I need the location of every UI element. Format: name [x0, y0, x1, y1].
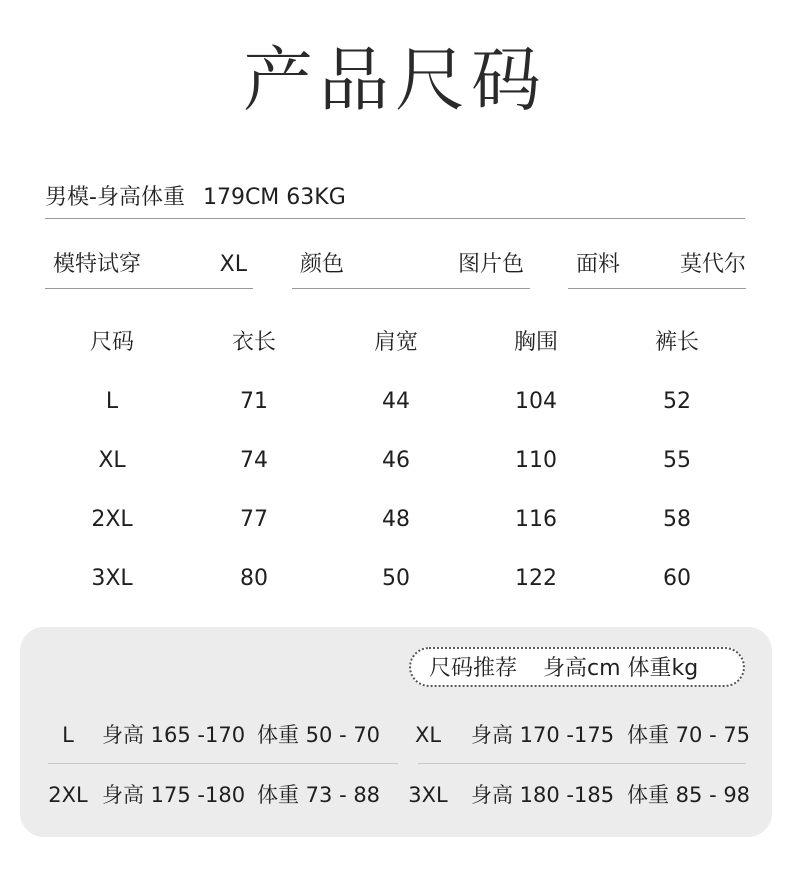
model-value: 179CM 63KG — [202, 185, 346, 210]
attr-label: 颜色 — [300, 252, 345, 277]
header-shoulder: 肩宽 — [373, 330, 418, 355]
attr-label: 模特试穿 — [53, 252, 142, 277]
header-size: 尺码 — [89, 330, 134, 355]
table-cell: 3XL — [91, 566, 133, 591]
table-cell: 116 — [515, 507, 557, 532]
recommendation-heading — [409, 647, 745, 687]
reco-size: XL — [414, 723, 442, 747]
table-cell: 80 — [240, 566, 268, 591]
header-length: 衣长 — [231, 330, 276, 355]
recommendation-row — [20, 770, 772, 820]
table-cell: XL — [98, 448, 126, 473]
table-cell: 58 — [663, 507, 691, 532]
size-table — [0, 322, 790, 617]
row-divider — [418, 763, 746, 764]
reco-weight: 体重 85 - 98 — [627, 783, 751, 807]
table-row — [0, 499, 790, 558]
reco-height: 身高 170 -175 — [471, 723, 615, 747]
page-title: 产品尺码 — [243, 39, 547, 121]
table-cell: L — [105, 389, 119, 414]
reco-height: 身高 175 -180 — [102, 783, 246, 807]
table-cell: 52 — [663, 389, 691, 414]
table-cell: 104 — [515, 389, 557, 414]
table-cell: 60 — [663, 566, 691, 591]
recommendation-title: 尺码推荐 — [429, 656, 518, 681]
table-cell: 48 — [382, 507, 410, 532]
table-cell: 110 — [515, 448, 557, 473]
attr-value: 莫代尔 — [679, 252, 746, 277]
model-label: 男模-身高体重 — [45, 185, 185, 210]
table-row — [0, 558, 790, 617]
table-cell: 77 — [240, 507, 268, 532]
attr-value: 图片色 — [457, 252, 524, 277]
recommendation-units: 身高cm 体重kg — [543, 656, 699, 681]
table-cell: 50 — [382, 566, 410, 591]
recommendation-row — [20, 710, 772, 760]
table-cell: 44 — [382, 389, 410, 414]
reco-height: 身高 180 -185 — [471, 783, 615, 807]
reco-size: 3XL — [408, 783, 448, 807]
table-cell: 71 — [240, 389, 268, 414]
table-cell: 55 — [663, 448, 691, 473]
table-cell: 122 — [515, 566, 557, 591]
table-cell: 74 — [240, 448, 268, 473]
model-info — [45, 178, 745, 219]
reco-height: 身高 165 -170 — [102, 723, 246, 747]
header-pants-length: 裤长 — [654, 330, 699, 355]
reco-size: 2XL — [48, 783, 88, 807]
attr-color — [292, 246, 530, 289]
attr-fabric — [568, 246, 746, 289]
table-cell: 2XL — [91, 507, 133, 532]
reco-weight: 体重 70 - 75 — [627, 723, 751, 747]
reco-weight: 体重 50 - 70 — [257, 723, 381, 747]
attr-value: XL — [219, 252, 247, 277]
row-divider — [48, 763, 398, 764]
reco-weight: 体重 73 - 88 — [257, 783, 381, 807]
header-chest: 胸围 — [513, 330, 558, 355]
attr-label: 面料 — [576, 252, 621, 277]
table-row — [0, 381, 790, 440]
table-cell: 46 — [382, 448, 410, 473]
reco-size: L — [62, 723, 74, 747]
attr-fitting — [45, 246, 253, 289]
size-recommendation-panel — [20, 627, 772, 837]
table-header-row — [0, 322, 790, 381]
table-row — [0, 440, 790, 499]
